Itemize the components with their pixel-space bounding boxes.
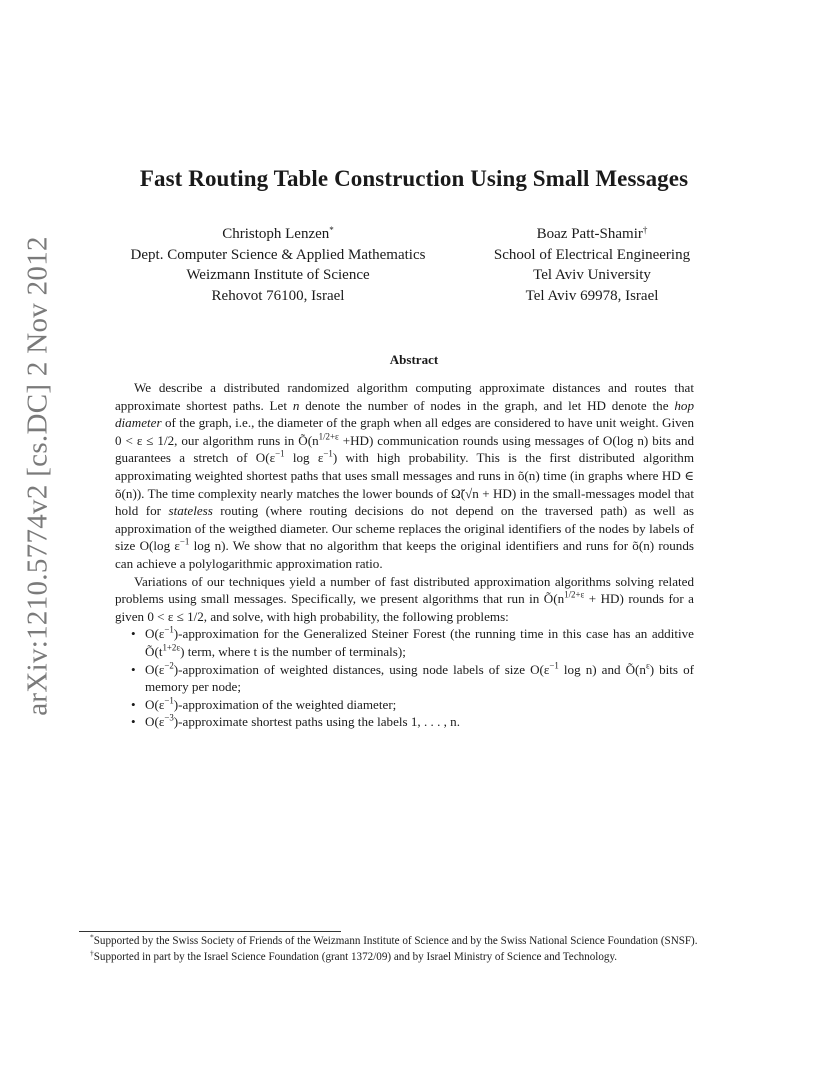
math-exponent: −3: [164, 712, 174, 723]
text-run: + HD) rounds for a given 0 < ε ≤ 1/2, and solve, with high probability, the following problems:: [115, 591, 694, 624]
abstract-paragraph: [115, 379, 694, 573]
emphasis-text: hop diameter: [115, 397, 694, 431]
text-run: Variations of our techniques yield a number of fast distributed approximation algorithms solving related problems using small messages. Specifically, we present algorithms that run in Õ(n: [115, 573, 694, 607]
problem-list-item: [145, 713, 694, 731]
author-affiliation-line: Tel Aviv University: [533, 267, 651, 283]
footnote-mark[interactable]: †: [642, 225, 648, 235]
text-run: ) term, where t is the number of terminals);: [180, 643, 406, 659]
text-run: We describe a distributed randomized algorithm computing approximate distances and routes that approximate shortest paths. Let: [115, 380, 694, 413]
abstract-heading: Abstract: [389, 352, 439, 367]
footnotes: [79, 934, 732, 965]
abstract-paragraph: [115, 573, 694, 626]
emphasis-text: stateless: [168, 503, 213, 519]
abstract-body: [115, 379, 694, 731]
author-affiliation-line: School of Electrical Engineering: [493, 246, 691, 263]
text-run: ) bits of memory per node;: [145, 661, 694, 695]
footnote-mark: *: [90, 932, 94, 942]
author-name-line: [474, 224, 710, 245]
math-exponent: 1+2ε: [162, 642, 181, 653]
math-exponent: −1: [275, 449, 285, 460]
math-exponent: −1: [179, 536, 190, 547]
author-block-patt-shamir: [474, 224, 710, 306]
author-affiliation-line: Dept. Computer Science & Applied Mathematics: [130, 246, 426, 263]
text-run: log ε: [284, 450, 324, 466]
text-run: of the graph, i.e., the diameter of the graph when all edges are considered to have unit weight. Given 0 < ε ≤ 1/2, our algorithm runs in Õ(n: [115, 415, 694, 448]
footnote: [79, 947, 732, 966]
footnote-text: Supported by the Swiss Society of Friends of the Weizmann Institute of Science and by the Swiss National Science Foundation (SNSF).: [93, 935, 698, 947]
text-run: O(ε: [145, 661, 165, 677]
text-run: )-approximate shortest paths using the labels 1, . . . , n.: [173, 714, 460, 730]
footnote-mark[interactable]: *: [329, 225, 334, 235]
math-exponent: −1: [164, 624, 174, 635]
problem-list-item: [145, 661, 694, 696]
text-run: denote the number of nodes in the graph, and let HD denote the: [299, 397, 675, 413]
text-run: )-approximation of weighted distances, using node labels of size O(ε: [173, 661, 550, 677]
math-variable: n: [292, 397, 300, 413]
text-run: +HD) communication rounds using messages of O(log n) bits and guarantees a stretch of O(ε: [115, 432, 695, 466]
problem-list-item: [145, 625, 694, 660]
text-run: O(ε: [145, 626, 165, 642]
text-run: O(ε: [145, 696, 165, 712]
text-run: routing (where routing decisions do not depend on the traversed path) as well as approximation of the weigthed diameter. Our scheme replaces the original identifiers of the nodes by labels of size O(log ε: [115, 503, 694, 554]
footnote-text: Supported in part by the Israel Science Foundation (grant 1372/09) and by Israel Ministry of Science and Technology.: [93, 950, 618, 963]
math-exponent: 1/2+ε: [318, 431, 339, 442]
text-run: O(ε: [145, 714, 165, 730]
author-block-lenzen: [100, 224, 456, 306]
math-exponent: −2: [164, 660, 174, 671]
text-run: ) with high probability. This is the first distributed algorithm approximating weighted shortest paths that uses small messages and runs in õ(n) time (in graphs where HD ∈ õ(n)). The time complexity nearly matches the lower bounds of Ω̃(√n + HD) in the small-messages model that hold for: [115, 450, 694, 519]
text-run: )-approximation of the weighted diameter;: [173, 696, 397, 712]
author-name-line: [100, 224, 456, 245]
math-exponent: −1: [323, 449, 333, 460]
math-exponent: −1: [549, 660, 559, 671]
footnote: [79, 934, 732, 950]
text-run: log n) and Õ(n: [558, 661, 646, 677]
footnote-divider: [79, 931, 341, 932]
arxiv-identifier-stamp: arXiv:1210.5774v2 [cs.DC] 2 Nov 2012: [21, 236, 54, 716]
paper-title: Fast Routing Table Construction Using Small Messages: [139, 166, 689, 191]
math-exponent: 1/2+ε: [564, 589, 585, 600]
author-name: Christoph Lenzen: [222, 226, 330, 242]
problem-list: [115, 625, 694, 731]
author-name: Boaz Patt-Shamir: [536, 226, 643, 242]
author-affiliation-line: Tel Aviv 69978, Israel: [525, 287, 659, 304]
math-exponent: −1: [164, 695, 174, 706]
problem-list-item: [145, 696, 694, 714]
footnote-mark: †: [90, 947, 94, 957]
text-run: )-approximation for the Generalized Steiner Forest (the running time in this case has an additive Õ(t: [145, 626, 694, 659]
author-affiliation-line: Rehovot 76100, Israel: [211, 287, 345, 304]
math-exponent: ε: [645, 660, 650, 671]
text-run: log n). We show that no algorithm that keeps the original identifiers and runs for õ(n) rounds can achieve a polylogarithmic approximation ratio.: [115, 538, 694, 571]
author-affiliation-line: Weizmann Institute of Science: [186, 267, 370, 283]
